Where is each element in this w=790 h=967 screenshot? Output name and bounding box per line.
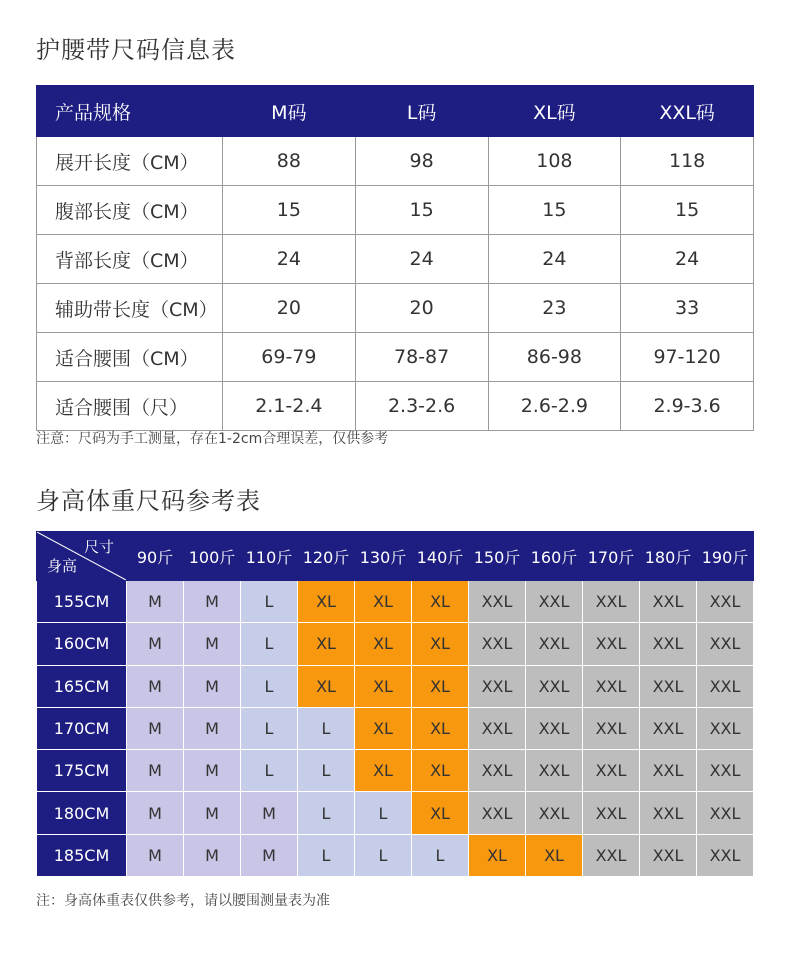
- size-cell: XXL: [640, 750, 697, 792]
- size-cell: XL: [412, 581, 469, 623]
- height-weight-size-table: [36, 531, 754, 877]
- table-row: [37, 186, 754, 235]
- size-cell: M: [184, 623, 241, 665]
- belt-table-title: 护腰带尺码信息表: [36, 36, 236, 64]
- size-cell: XXL: [526, 707, 583, 749]
- size-cell: XL: [412, 750, 469, 792]
- row-label-cell: 辅助带长度（CM）: [37, 284, 223, 333]
- size-cell: XL: [355, 750, 412, 792]
- size-table-title: 身高体重尺码参考表: [36, 487, 261, 515]
- weight-header-cell: 90斤: [127, 532, 184, 581]
- size-cell: XL: [526, 834, 583, 876]
- size-cell: XXL: [640, 623, 697, 665]
- table-row: [37, 623, 754, 665]
- value-cell: 108: [488, 137, 621, 186]
- size-cell: M: [184, 834, 241, 876]
- header-cell: XXL码: [621, 86, 754, 137]
- size-cell: XXL: [469, 707, 526, 749]
- size-cell: XL: [355, 665, 412, 707]
- size-cell: XXL: [640, 665, 697, 707]
- value-cell: 88: [223, 137, 356, 186]
- size-cell: XL: [412, 707, 469, 749]
- size-cell: L: [298, 707, 355, 749]
- size-cell: XL: [298, 623, 355, 665]
- row-label-cell: 腹部长度（CM）: [37, 186, 223, 235]
- size-cell: XXL: [526, 665, 583, 707]
- size-cell: XXL: [583, 834, 640, 876]
- table-row: [37, 707, 754, 749]
- size-cell: XXL: [469, 665, 526, 707]
- size-cell: XXL: [697, 707, 754, 749]
- size-cell: L: [298, 792, 355, 834]
- belt-table-note: 注意：尺码为手工测量，存在1-2cm合理误差，仅供参考: [36, 431, 389, 447]
- size-cell: L: [298, 834, 355, 876]
- value-cell: 23: [488, 284, 621, 333]
- size-cell: M: [241, 792, 298, 834]
- weight-header-cell: 110斤: [241, 532, 298, 581]
- table-row: [37, 284, 754, 333]
- value-cell: 24: [488, 235, 621, 284]
- size-cell: XXL: [697, 834, 754, 876]
- size-cell: XXL: [469, 581, 526, 623]
- size-cell: L: [412, 834, 469, 876]
- header-cell: M码: [223, 86, 356, 137]
- size-cell: L: [241, 581, 298, 623]
- table-row: [37, 750, 754, 792]
- size-cell: XXL: [526, 750, 583, 792]
- size-table-header-row: [37, 532, 754, 581]
- size-cell: M: [127, 623, 184, 665]
- value-cell: 97-120: [621, 333, 754, 382]
- value-cell: 78-87: [355, 333, 488, 382]
- row-label-cell: 适合腰围（CM）: [37, 333, 223, 382]
- value-cell: 98: [355, 137, 488, 186]
- height-label-cell: 180CM: [37, 792, 127, 834]
- size-cell: M: [127, 707, 184, 749]
- size-cell: XXL: [583, 707, 640, 749]
- size-cell: M: [184, 665, 241, 707]
- size-cell: L: [241, 750, 298, 792]
- size-cell: M: [127, 581, 184, 623]
- size-cell: XL: [469, 834, 526, 876]
- size-cell: M: [184, 750, 241, 792]
- size-cell: M: [184, 792, 241, 834]
- weight-header-cell: 120斤: [298, 532, 355, 581]
- size-cell: M: [241, 834, 298, 876]
- size-cell: L: [241, 665, 298, 707]
- size-cell: XXL: [583, 623, 640, 665]
- belt-table-header-row: [37, 86, 754, 137]
- weight-header-cell: 170斤: [583, 532, 640, 581]
- size-cell: XXL: [697, 750, 754, 792]
- weight-header-cell: 160斤: [526, 532, 583, 581]
- header-cell: L码: [355, 86, 488, 137]
- size-cell: XXL: [640, 581, 697, 623]
- corner-label-height: 身高: [47, 557, 78, 575]
- value-cell: 15: [621, 186, 754, 235]
- header-cell: XL码: [488, 86, 621, 137]
- value-cell: 2.6-2.9: [488, 382, 621, 431]
- value-cell: 15: [355, 186, 488, 235]
- height-label-cell: 175CM: [37, 750, 127, 792]
- size-cell: XXL: [583, 750, 640, 792]
- size-cell: XXL: [640, 792, 697, 834]
- value-cell: 2.9-3.6: [621, 382, 754, 431]
- size-cell: XL: [412, 665, 469, 707]
- header-cell: 产品规格: [37, 86, 223, 137]
- row-label-cell: 背部长度（CM）: [37, 235, 223, 284]
- value-cell: 69-79: [223, 333, 356, 382]
- size-cell: M: [127, 665, 184, 707]
- size-cell: XXL: [697, 581, 754, 623]
- table-row: [37, 333, 754, 382]
- size-cell: XL: [412, 623, 469, 665]
- corner-label-size: 尺寸: [83, 538, 114, 556]
- row-label-cell: 展开长度（CM）: [37, 137, 223, 186]
- value-cell: 20: [223, 284, 356, 333]
- size-cell: M: [127, 792, 184, 834]
- weight-header-cell: 150斤: [469, 532, 526, 581]
- weight-header-cell: 140斤: [412, 532, 469, 581]
- table-row: [37, 382, 754, 431]
- size-cell: M: [184, 707, 241, 749]
- value-cell: 33: [621, 284, 754, 333]
- table-row: [37, 137, 754, 186]
- size-cell: XL: [355, 581, 412, 623]
- size-cell: XXL: [697, 792, 754, 834]
- value-cell: 24: [621, 235, 754, 284]
- size-cell: M: [127, 834, 184, 876]
- size-cell: XXL: [640, 707, 697, 749]
- size-cell: L: [241, 707, 298, 749]
- size-cell: L: [241, 623, 298, 665]
- size-cell: XXL: [583, 665, 640, 707]
- size-cell: XXL: [526, 581, 583, 623]
- row-label-cell: 适合腰围（尺）: [37, 382, 223, 431]
- size-cell: XXL: [469, 623, 526, 665]
- size-cell: XXL: [526, 623, 583, 665]
- size-table-note: 注：身高体重表仅供参考，请以腰围测量表为准: [36, 893, 330, 909]
- weight-header-cell: 180斤: [640, 532, 697, 581]
- table-row: [37, 834, 754, 876]
- height-label-cell: 165CM: [37, 665, 127, 707]
- table-row: [37, 581, 754, 623]
- table-row: [37, 235, 754, 284]
- size-cell: XXL: [640, 834, 697, 876]
- size-cell: XXL: [697, 623, 754, 665]
- size-cell: XXL: [469, 750, 526, 792]
- weight-header-cell: 190斤: [697, 532, 754, 581]
- height-label-cell: 155CM: [37, 581, 127, 623]
- table-row: [37, 792, 754, 834]
- corner-header-cell: [37, 532, 127, 581]
- value-cell: 118: [621, 137, 754, 186]
- size-cell: XXL: [583, 792, 640, 834]
- weight-header-cell: 100斤: [184, 532, 241, 581]
- value-cell: 2.3-2.6: [355, 382, 488, 431]
- size-cell: L: [355, 834, 412, 876]
- value-cell: 20: [355, 284, 488, 333]
- size-cell: XL: [355, 623, 412, 665]
- size-cell: XL: [298, 665, 355, 707]
- size-cell: XXL: [526, 792, 583, 834]
- value-cell: 15: [223, 186, 356, 235]
- size-cell: M: [127, 750, 184, 792]
- value-cell: 24: [223, 235, 356, 284]
- value-cell: 24: [355, 235, 488, 284]
- size-cell: XL: [355, 707, 412, 749]
- size-cell: XL: [412, 792, 469, 834]
- size-cell: XXL: [469, 792, 526, 834]
- height-label-cell: 185CM: [37, 834, 127, 876]
- value-cell: 15: [488, 186, 621, 235]
- value-cell: 86-98: [488, 333, 621, 382]
- belt-size-table: [36, 85, 754, 431]
- weight-header-cell: 130斤: [355, 532, 412, 581]
- size-cell: L: [298, 750, 355, 792]
- size-cell: XL: [298, 581, 355, 623]
- height-label-cell: 160CM: [37, 623, 127, 665]
- height-label-cell: 170CM: [37, 707, 127, 749]
- value-cell: 2.1-2.4: [223, 382, 356, 431]
- size-cell: XXL: [583, 581, 640, 623]
- size-cell: M: [184, 581, 241, 623]
- size-cell: L: [355, 792, 412, 834]
- table-row: [37, 665, 754, 707]
- size-cell: XXL: [697, 665, 754, 707]
